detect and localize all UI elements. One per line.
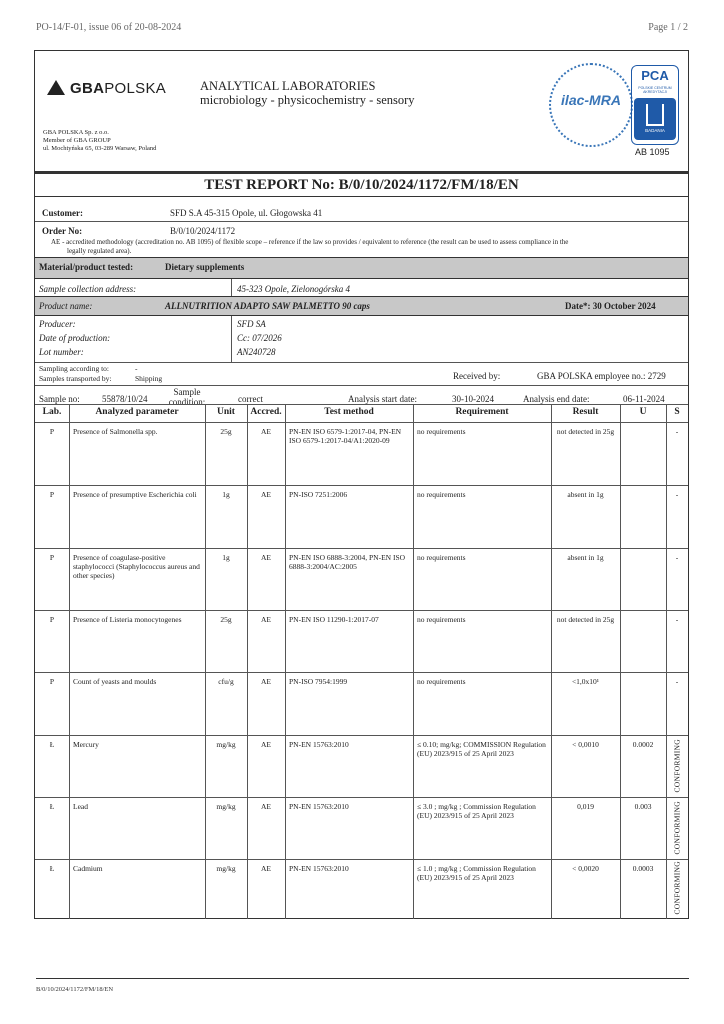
row-divider — [35, 735, 688, 736]
table-cell-parameter: Count of yeasts and moulds — [73, 677, 157, 686]
table-cell-uncertainty: 0.0002 — [632, 740, 654, 749]
table-cell-result: <1,0x10¹ — [571, 677, 600, 686]
table-cell-lab: Ł — [49, 802, 55, 811]
table-cell-parameter: Presence of coagulase-positive staphylococci (Staphylococcus aureus and other species) — [73, 553, 200, 581]
report-frame — [34, 50, 689, 919]
table-cell-accreditation: AE — [261, 553, 271, 562]
table-cell-parameter: Cadmium — [73, 864, 103, 873]
lot-value: AN240728 — [237, 347, 276, 357]
table-cell-method: PN-EN 15763:2010 — [289, 802, 349, 811]
form-code: PO-14/F-01, issue 06 of 20-08-2024 — [36, 22, 182, 33]
table-cell-method: PN-ISO 7954:1999 — [289, 677, 348, 686]
table-cell-accreditation: AE — [261, 864, 271, 873]
table-cell-statement: - — [675, 490, 679, 499]
sample-address-value: 45-323 Opole, Zielonogórska 4 — [237, 284, 350, 294]
row-divider — [35, 859, 688, 860]
product-value: ALLNUTRITION ADAPTO SAW PALMETTO 90 caps — [165, 301, 370, 311]
table-cell-parameter: Presence of Salmonella spp. — [73, 427, 158, 436]
table-cell-lab: P — [49, 677, 55, 686]
column-divider — [247, 404, 248, 919]
table-cell-method: PN-EN 15763:2010 — [289, 864, 349, 873]
column-divider — [205, 404, 206, 919]
table-cell-requirement: ≤ 0.10; mg/kg; COMMISSION Regulation (EU) 2023/915 of 25 April 2023 — [417, 740, 546, 759]
received-label: Received by: — [453, 371, 501, 381]
page-number: Page 1 / 2 — [648, 22, 688, 33]
column-divider — [69, 404, 70, 919]
transport-value: Shipping — [135, 374, 163, 383]
footer-report-code: B/0/10/2024/1172/FM/18/EN — [36, 986, 114, 993]
production-date-label: Date of production: — [39, 333, 111, 343]
sample-no-value: 55878/10/24 — [102, 394, 148, 404]
ilac-mra-logo: ilac-MRA — [549, 63, 633, 147]
column-header-accreditation: Accred. — [250, 407, 282, 417]
accreditation-icon — [646, 104, 664, 126]
table-cell-requirement: no requirements — [417, 677, 466, 686]
table-cell-parameter: Mercury — [73, 740, 99, 749]
column-header-lab: Lab. — [42, 407, 62, 417]
row-divider — [35, 485, 688, 486]
analysis-end-label: Analysis end date: — [523, 394, 590, 404]
labs-title: ANALYTICAL LABORATORIES microbiology - physicochemistry - sensory — [200, 79, 415, 107]
column-header-statement: S — [674, 407, 680, 417]
sample-condition-label: Sample condition: — [168, 387, 206, 407]
table-cell-lab: P — [49, 427, 55, 436]
table-cell-unit: cfu/g — [218, 677, 234, 686]
table-cell-result: < 0,0010 — [572, 740, 599, 749]
table-cell-lab: Ł — [49, 864, 55, 873]
transport-label: Samples transported by: — [39, 374, 112, 383]
column-header-method: Test method — [324, 407, 374, 417]
row-divider — [35, 672, 688, 673]
production-date-value: Cc: 07/2026 — [237, 333, 282, 343]
table-cell-accreditation: AE — [261, 490, 271, 499]
product-label: Product name: — [39, 301, 93, 311]
product-date: Date*: 30 October 2024 — [565, 301, 656, 311]
order-value: B/0/10/2024/1172 — [170, 226, 236, 236]
table-cell-lab: P — [49, 615, 55, 624]
received-value: GBA POLSKA employee no.: 2729 — [537, 371, 666, 381]
conformity-status: CONFORMING — [672, 861, 682, 915]
table-cell-requirement: ≤ 1.0 ; mg/kg ; Commission Regulation (EU) 2023/915 of 25 April 2023 — [417, 864, 536, 883]
table-cell-uncertainty: 0.003 — [634, 802, 652, 811]
accreditation-note: AE - accredited methodology (accreditation no. AB 1095) of flexible scope – reference if the law so provides / equivalent to reference (the result can be used to assess compliance in the legally regulated area). — [51, 238, 569, 255]
column-divider — [666, 404, 667, 919]
report-header — [35, 51, 688, 171]
table-cell-accreditation: AE — [261, 615, 271, 624]
table-cell-requirement: no requirements — [417, 615, 466, 624]
order-label: Order No: — [42, 226, 83, 236]
table-cell-method: PN-EN ISO 11290-1:2017-07 — [289, 615, 379, 624]
table-cell-unit: 1g — [222, 553, 230, 562]
column-header-requirement: Requirement — [455, 407, 509, 417]
row-divider — [35, 797, 688, 798]
table-cell-result: 0,019 — [577, 802, 594, 811]
analysis-end-value: 06-11-2024 — [623, 394, 665, 404]
table-cell-result: not detected in 25g — [556, 615, 615, 624]
sampling-value: - — [135, 364, 138, 373]
gba-logo: GBAPOLSKA — [47, 78, 166, 97]
table-cell-method: PN-EN 15763:2010 — [289, 740, 349, 749]
table-cell-lab: P — [49, 553, 55, 562]
material-value: Dietary supplements — [165, 262, 245, 272]
sample-no-label: Sample no: — [39, 394, 80, 404]
sampling-label: Sampling according to: — [39, 364, 109, 373]
table-cell-result: not detected in 25g — [556, 427, 615, 436]
column-header-result: Result — [572, 407, 599, 417]
conformity-status: CONFORMING — [672, 739, 682, 793]
table-cell-unit: mg/kg — [216, 864, 236, 873]
table-cell-uncertainty: 0.0003 — [632, 864, 654, 873]
customer-label: Customer: — [42, 208, 83, 218]
table-cell-unit: mg/kg — [216, 802, 236, 811]
row-divider — [35, 610, 688, 611]
producer-value: SFD SA — [237, 319, 266, 329]
table-cell-accreditation: AE — [261, 802, 271, 811]
table-cell-parameter: Presence of presumptive Escherichia coli — [73, 490, 197, 499]
column-divider — [620, 404, 621, 919]
table-cell-method: PN-EN ISO 6579-1:2017-04, PN-EN ISO 6579-1:2017-04/A1:2020-09 — [289, 427, 402, 446]
table-cell-statement: - — [675, 677, 679, 686]
table-cell-unit: 25g — [220, 615, 232, 624]
table-cell-statement: - — [675, 615, 679, 624]
table-cell-lab: P — [49, 490, 55, 499]
table-cell-accreditation: AE — [261, 677, 271, 686]
table-cell-statement: - — [675, 553, 679, 562]
sample-condition-value: correct — [238, 394, 263, 404]
table-cell-result: absent in 1g — [567, 553, 604, 562]
material-label: Material/product tested: — [39, 262, 134, 272]
column-divider — [551, 404, 552, 919]
table-cell-requirement: ≤ 3.0 ; mg/kg ; Commission Regulation (EU) 2023/915 of 25 April 2023 — [417, 802, 536, 821]
table-cell-unit: 25g — [220, 427, 232, 436]
column-header-unit: Unit — [217, 407, 235, 417]
header-divider — [35, 422, 688, 423]
analysis-start-label: Analysis start date: — [348, 394, 417, 404]
customer-value: SFD S.A 45-315 Opole, ul. Głogowska 41 — [170, 208, 323, 218]
table-cell-accreditation: AE — [261, 427, 271, 436]
table-cell-statement: - — [675, 427, 679, 436]
row-divider — [35, 548, 688, 549]
pca-logo: PCA POLSKIE CENTRUM AKREDYTACJI BADANIA — [631, 65, 679, 145]
table-cell-method: PN-ISO 7251:2006 — [289, 490, 348, 499]
report-title: TEST REPORT No: B/0/10/2024/1172/FM/18/EN — [35, 171, 688, 197]
lot-label: Lot number: — [39, 347, 84, 357]
table-cell-method: PN-EN ISO 6888-3:2004, PN-EN ISO 6888-3:2004/AC:2005 — [289, 553, 406, 572]
table-cell-result: absent in 1g — [567, 490, 604, 499]
table-cell-parameter: Presence of Listeria monocytogenes — [73, 615, 182, 624]
table-cell-requirement: no requirements — [417, 427, 466, 436]
table-cell-requirement: no requirements — [417, 490, 466, 499]
company-address: GBA POLSKA Sp. z o.o. Member of GBA GROUP ul. Mochtyńska 65, 03-289 Warsaw, Poland — [43, 129, 157, 152]
column-divider — [413, 404, 414, 919]
table-cell-requirement: no requirements — [417, 553, 466, 562]
gba-triangle-icon — [47, 80, 65, 95]
table-cell-unit: mg/kg — [216, 740, 236, 749]
column-divider — [285, 404, 286, 919]
producer-label: Producer: — [39, 319, 76, 329]
table-cell-lab: Ł — [49, 740, 55, 749]
conformity-status: CONFORMING — [672, 801, 682, 855]
accreditation-number: AB 1095 — [635, 147, 670, 157]
sample-address-label: Sample collection address: — [39, 284, 137, 294]
table-cell-unit: 1g — [222, 490, 230, 499]
column-header-parameter: Analyzed parameter — [95, 407, 179, 417]
analysis-start-value: 30-10-2024 — [452, 394, 494, 404]
table-cell-result: < 0,0020 — [572, 864, 599, 873]
table-cell-accreditation: AE — [261, 740, 271, 749]
document-meta — [36, 22, 688, 33]
column-header-uncertainty: U — [639, 407, 647, 417]
table-cell-parameter: Lead — [73, 802, 88, 811]
footer-divider — [36, 978, 689, 979]
